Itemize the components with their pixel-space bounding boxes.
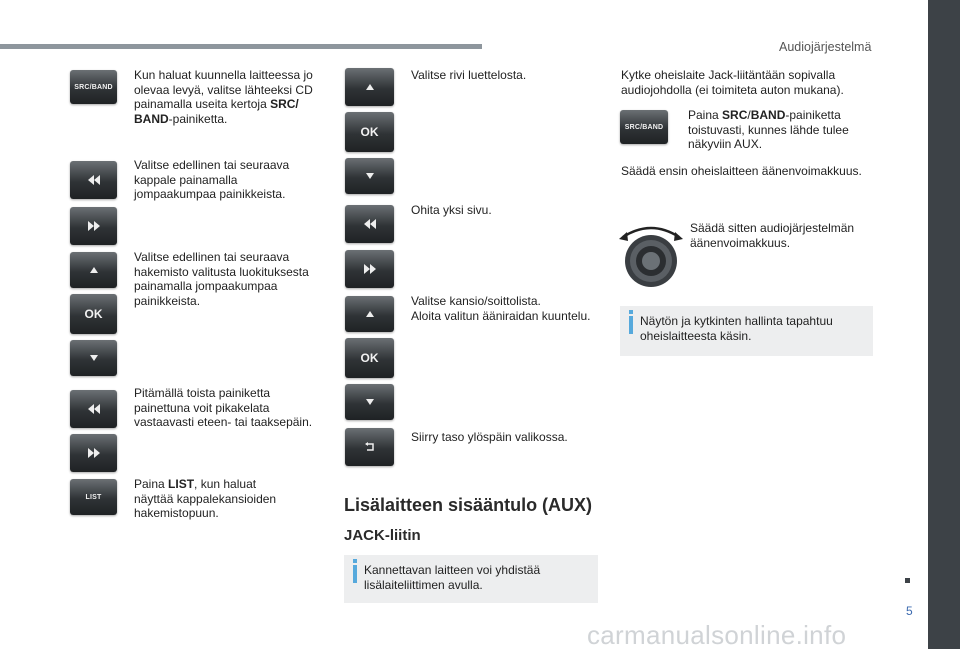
text-line: Valitse edellinen tai seuraava [134, 158, 290, 172]
rewind-icon [87, 175, 101, 185]
src-band-button [70, 70, 117, 104]
down-arrow-icon [366, 173, 374, 179]
col1-paragraph-4 [134, 386, 324, 430]
rewind-icon [363, 219, 377, 229]
col3-paragraph-2 [688, 108, 878, 152]
text-line: Kun haluat kuunnella laitteessa jo [134, 68, 313, 82]
col2-paragraph-3 [411, 294, 611, 323]
text-line: Paina [688, 108, 723, 122]
back-button [345, 428, 394, 466]
text-line: Aloita valitun ääniraidan kuuntelu. [411, 308, 591, 323]
col2-paragraph-4: Siirry taso ylöspäin valikossa. [411, 430, 568, 444]
previous-button [70, 161, 117, 199]
page-marker [905, 578, 910, 583]
text-line: Näytön ja kytkinten hallinta tapahtuu [640, 314, 833, 328]
text-line: Paina [134, 477, 169, 491]
info-text [364, 563, 540, 592]
fast-forward-icon [87, 221, 101, 231]
text-line: painettuna voit pikakelata [134, 400, 270, 415]
up-arrow-icon [366, 311, 374, 317]
text-line: hakemisto valitusta luokituksesta [134, 264, 309, 279]
bold-term: BAND [134, 111, 169, 126]
fast-forward-icon [87, 448, 101, 458]
ok-button [345, 338, 394, 378]
text-line: äänenvoimakkuus. [690, 235, 791, 250]
text-line: Valitse edellinen tai seuraava [134, 250, 290, 264]
down-arrow-icon [366, 399, 374, 405]
ok-button [345, 112, 394, 152]
up-arrow-icon [366, 84, 374, 90]
ok-label: OK [360, 125, 379, 139]
col1-paragraph-1 [134, 68, 324, 126]
col3-paragraph-4 [690, 221, 880, 250]
text-line: audiojohdolla (ei toimiteta auton mukana). [621, 82, 844, 97]
text-line: lisälaiteliittimen avulla. [364, 577, 483, 592]
col3-paragraph-1 [621, 68, 881, 97]
list-button [70, 479, 117, 515]
subsection-heading: JACK-liitin [344, 527, 421, 544]
text-line: , kun haluat [194, 477, 257, 491]
down-arrow-icon [90, 355, 98, 361]
info-text [640, 314, 833, 343]
up-button [345, 296, 394, 332]
info-note [344, 555, 598, 603]
section-title: Audiojärjestelmä [779, 40, 872, 54]
up-button [345, 68, 394, 106]
down-button [345, 158, 394, 194]
bold-term: SRC [722, 108, 748, 122]
section-heading: Lisälaitteen sisääntulo (AUX) [344, 495, 593, 515]
col1-paragraph-5 [134, 477, 324, 521]
text-line: hakemistopuun. [134, 506, 219, 520]
next-button [345, 250, 394, 288]
list-label: LIST [85, 493, 102, 501]
up-button [70, 252, 117, 288]
info-icon-bar [629, 316, 633, 334]
fast-forward-icon [363, 264, 377, 274]
text-line: näkyviin AUX. [688, 137, 763, 151]
info-icon-dot [629, 310, 633, 314]
text-line: toistuvasti, kunnes lähde tulee [688, 122, 849, 137]
info-icon-bar [353, 565, 357, 583]
text-line: -painiketta [785, 108, 841, 122]
ok-button [70, 294, 117, 334]
next-button [70, 434, 117, 472]
text-line: vastaavasti eteen- tai taaksepäin. [134, 415, 313, 429]
bold-term: LIST [168, 477, 195, 491]
text-line: Valitse kansio/soittolista. [411, 294, 541, 308]
text-line: kappale painamalla [134, 172, 238, 187]
volume-knob-icon [615, 217, 687, 289]
src-band-label: SRC/BAND [74, 83, 113, 91]
col2-paragraph-2: Ohita yksi sivu. [411, 203, 492, 217]
text-line: painikkeista. [134, 293, 201, 308]
bold-term: BAND [750, 108, 786, 122]
text-line: olevaa levyä, valitse lähteeksi CD [134, 82, 313, 97]
down-button [345, 384, 394, 420]
previous-button [70, 390, 117, 428]
info-icon-dot [353, 559, 357, 563]
up-arrow-icon [90, 267, 98, 273]
ok-label: OK [360, 351, 379, 365]
back-return-icon [364, 442, 376, 452]
next-button [70, 207, 117, 245]
info-note [620, 306, 873, 356]
down-button [70, 340, 117, 376]
page-number: 5 [906, 604, 913, 618]
text-line: jompaakumpaa painikkeista. [134, 187, 286, 201]
watermark: carmanualsonline.info [587, 620, 847, 649]
col1-paragraph-2 [134, 158, 324, 202]
text-line: näyttää kappalekansioiden [134, 491, 277, 506]
col2-paragraph-1: Valitse rivi luettelosta. [411, 68, 527, 82]
text-line: painamalla useita kertoja [134, 97, 271, 111]
previous-button [345, 205, 394, 243]
col1-paragraph-3 [134, 250, 324, 308]
src-band-button [620, 110, 668, 144]
header-rule [0, 44, 482, 49]
text-line: / [747, 108, 751, 122]
text-line: Säädä sitten audiojärjestelmän [690, 221, 855, 235]
rewind-icon [87, 404, 101, 414]
bold-term: SRC/ [270, 97, 299, 111]
text-line: -painiketta. [168, 111, 228, 126]
text-line: Pitämällä toista painiketta [134, 386, 271, 400]
text-line: oheislaitteesta käsin. [640, 328, 752, 343]
text-line: painamalla jompaakumpaa [134, 279, 278, 293]
src-band-label: SRC/BAND [624, 123, 664, 131]
text-line: Kannettavan laitteen voi yhdistää [364, 563, 541, 577]
ok-label: OK [84, 307, 103, 321]
col3-paragraph-3: Säädä ensin oheislaitteen äänenvoimakkuus. [621, 164, 862, 178]
page-edge-bar [928, 0, 960, 649]
text-line: Kytke oheislaite Jack-liitäntään sopivalla [621, 68, 836, 82]
